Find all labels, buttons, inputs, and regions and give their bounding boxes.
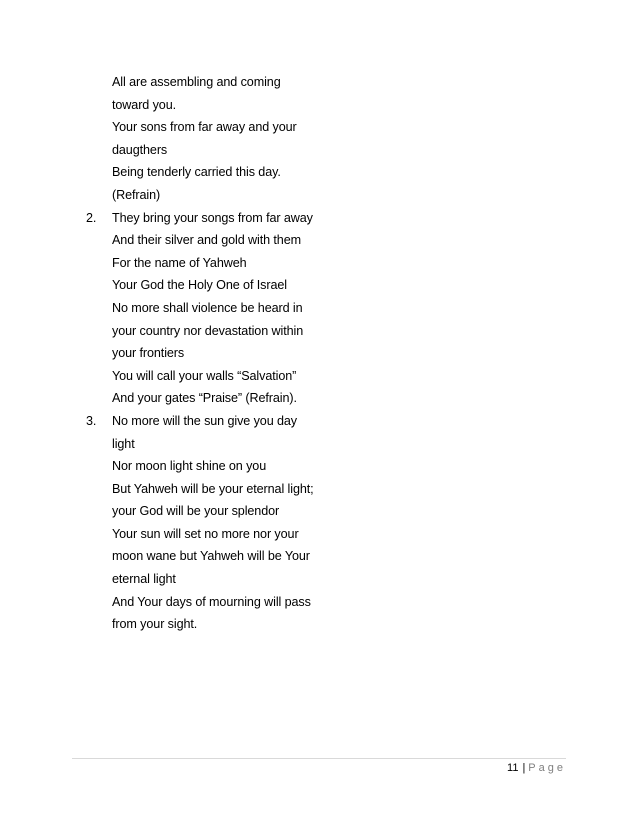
lyric-text: Your sons from far away and your <box>112 120 297 135</box>
lyric-text: And your gates “Praise” (Refrain). <box>112 391 297 406</box>
lyric-text: Your God the Holy One of Israel <box>112 278 287 293</box>
lyric-text: your country nor devastation within <box>112 323 304 338</box>
lyric-text: eternal light <box>112 572 176 587</box>
lyric-line <box>86 365 386 388</box>
verse-number: 3. <box>86 413 97 428</box>
lyric-line <box>86 139 386 162</box>
page-number: 11 <box>507 762 519 774</box>
lyric-line <box>86 545 386 568</box>
lyric-text: from your sight. <box>112 617 198 632</box>
lyric-text: Nor moon light shine on you <box>112 459 267 474</box>
footer-divider <box>72 758 566 759</box>
lyric-line <box>86 591 386 614</box>
lyric-line <box>86 297 386 320</box>
lyric-line <box>86 94 386 117</box>
lyric-text: No more shall violence be heard in <box>112 300 303 315</box>
lyric-line <box>86 184 386 207</box>
lyric-line <box>86 455 386 478</box>
lyric-text: light <box>112 436 135 451</box>
lyric-text: No more will the sun give you day <box>112 413 297 428</box>
lyric-line <box>86 207 386 230</box>
lyric-text: You will call your walls “Salvation” <box>112 368 297 383</box>
lyric-text: your God will be your splendor <box>112 504 280 519</box>
lyric-text: For the name of Yahweh <box>112 255 247 270</box>
lyric-line <box>86 229 386 252</box>
lyric-line <box>86 523 386 546</box>
lyric-text: toward you. <box>112 97 177 112</box>
lyric-line <box>86 568 386 591</box>
lyric-line <box>86 252 386 275</box>
lyric-line <box>86 410 386 433</box>
lyric-line <box>86 500 386 523</box>
lyric-text: daugthers <box>112 142 168 157</box>
lyric-text: (Refrain) <box>112 187 161 202</box>
lyric-line <box>86 320 386 343</box>
lyric-line <box>86 613 386 636</box>
lyric-line <box>86 71 386 94</box>
lyric-text: moon wane but Yahweh will be Your <box>112 549 310 564</box>
lyric-line <box>86 161 386 184</box>
lyric-line <box>86 116 386 139</box>
lyric-line <box>86 274 386 297</box>
lyric-line <box>86 478 386 501</box>
lyric-text: They bring your songs from far away <box>112 210 313 225</box>
footer-separator: | <box>522 762 526 774</box>
page-footer <box>507 760 566 776</box>
lyric-text: Being tenderly carried this day. <box>112 165 281 180</box>
verse-number: 2. <box>86 210 97 225</box>
lyric-text: All are assembling and coming <box>112 75 281 89</box>
lyric-line <box>86 387 386 410</box>
lyric-text: your frontiers <box>112 346 185 361</box>
lyric-line <box>86 433 386 456</box>
lyric-text: And their silver and gold with them <box>112 233 302 248</box>
lyric-text: Your sun will set no more nor your <box>112 526 299 541</box>
lyric-line <box>86 342 386 365</box>
lyric-text: And Your days of mourning will pass <box>112 594 311 609</box>
page-label: Page <box>528 762 566 774</box>
lyric-text: But Yahweh will be your eternal light; <box>112 481 314 496</box>
lyrics-body <box>86 71 386 636</box>
